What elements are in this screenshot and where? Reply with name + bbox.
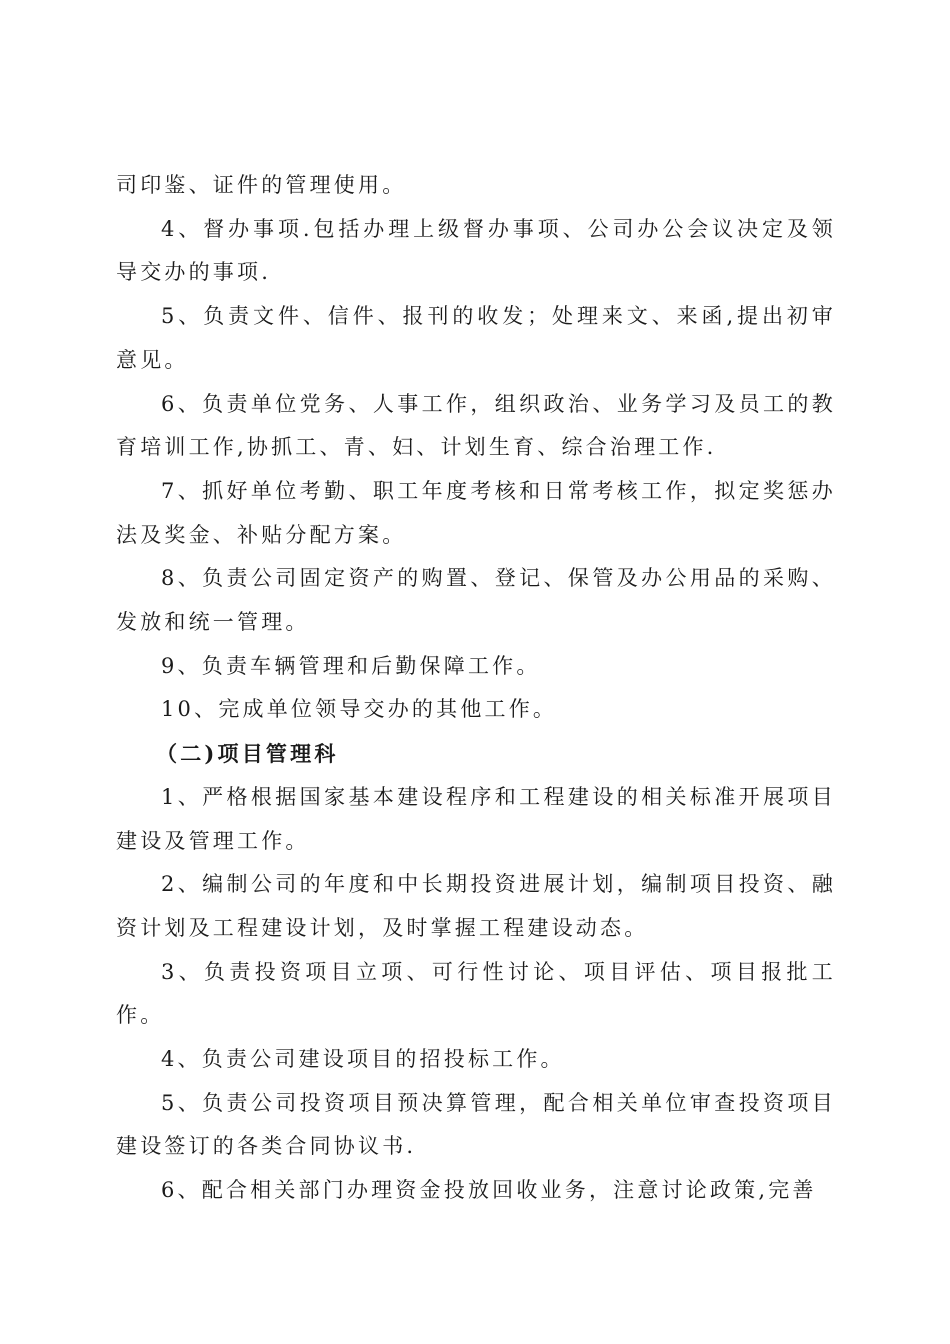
paragraph-item-5-documents: 5、负责文件、信件、报刊的收发；处理来文、来函,提出初审意见。 [116,304,836,372]
document-body [116,164,836,1213]
section-heading-project-management: （二)项目管理科 [156,741,339,767]
paragraph-project-item-4: 4、负责公司建设项目的招投标工作。 [161,1047,565,1072]
paragraph-project-item-6: 6、配合相关部门办理资金投放回收业务，注意讨论政策,完善 [161,1178,817,1203]
paragraph-item-9-vehicles: 9、负责车辆管理和后勤保障工作。 [161,653,541,678]
paragraph-project-item-2: 2、编制公司的年度和中长期投资进展计划，编制项目投资、融资计划及工程建设计划，及时掌握工程建设动态。 [116,872,836,940]
paragraph-item-7-attendance: 7、抓好单位考勤、职工年度考核和日常考核工作，拟定奖惩办法及奖金、补贴分配方案。 [116,478,836,547]
paragraph-item-8-assets: 8、负责公司固定资产的购置、登记、保管及办公用品的采购、发放和统一管理。 [116,566,836,635]
paragraph-seal-management: 司印鉴、证件的管理使用。 [116,173,407,197]
paragraph-project-item-1: 1、严格根据国家基本建设程序和工程建设的相关标准开展项目建设及管理工作。 [116,784,836,853]
paragraph-project-item-5: 5、负责公司投资项目预决算管理，配合相关单位审查投资项目建设签订的各类合同协议书. [116,1090,836,1159]
paragraph-item-6-personnel: 6、负责单位党务、人事工作，组织政治、业务学习及员工的教育培训工作,协抓工、青、妇、计划生育、综合治理工作. [116,391,836,460]
paragraph-item-4-supervision: 4、督办事项.包括办理上级督办事项、公司办公会议决定及领导交办的事项. [116,216,836,285]
paragraph-item-10-other: 10、完成单位领导交办的其他工作。 [161,697,558,722]
paragraph-project-item-3: 3、负责投资项目立项、可行性讨论、项目评估、项目报批工作。 [116,959,836,1028]
